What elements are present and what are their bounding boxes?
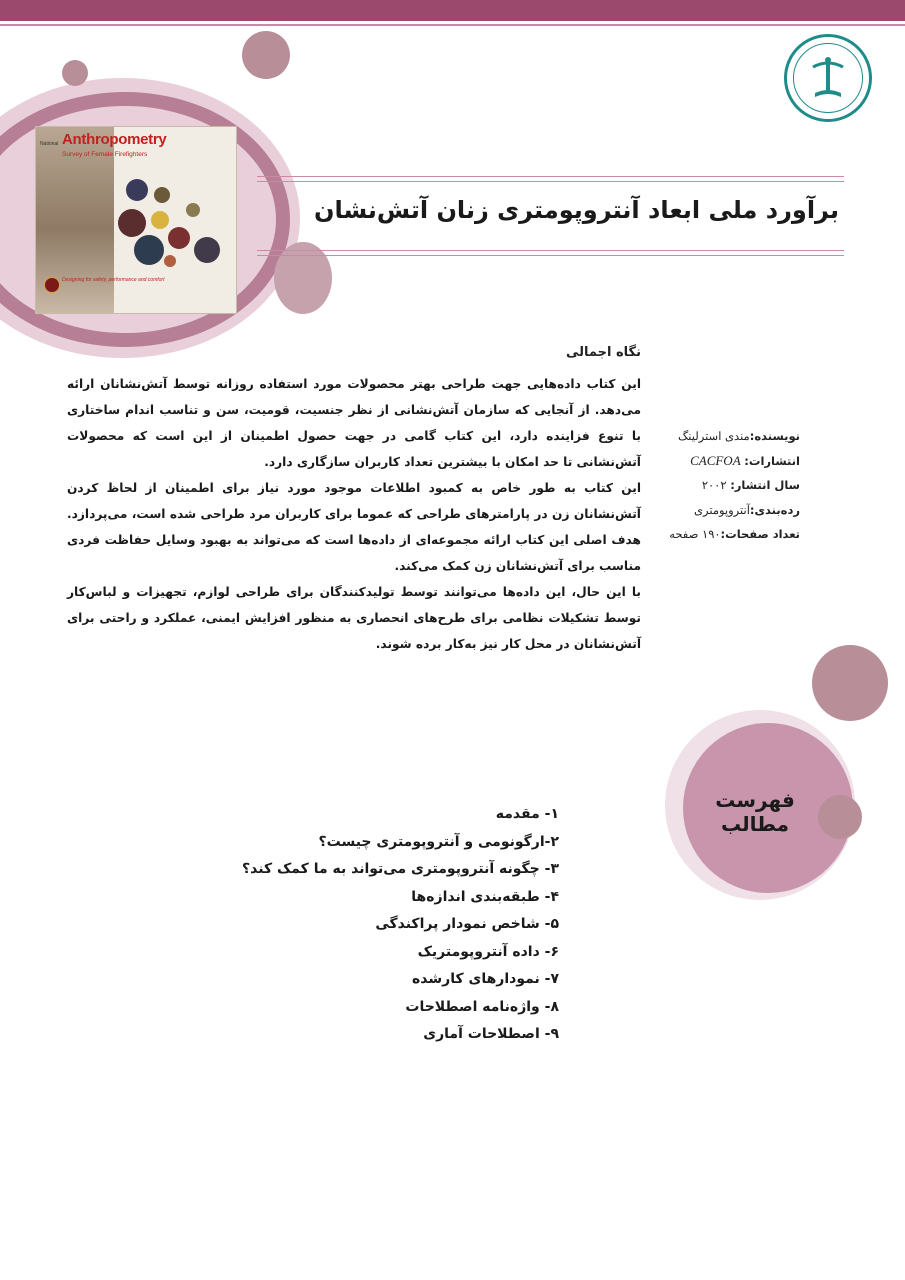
- info-author: نویسنده:مندی استرلینگ: [678, 429, 800, 443]
- toc-item: ۹- اصطلاحات آماری: [423, 1026, 559, 1042]
- toc-list: [242, 801, 559, 1049]
- logo-emblem-icon: [787, 37, 869, 119]
- page-title: برآورد ملی ابعاد آنتروپومتری زنان آتش‌نشان: [314, 196, 839, 224]
- info-category: رده‌بندی:آنتروپومتری: [694, 502, 800, 517]
- title-rule-bottom: [257, 250, 844, 251]
- summary-text: [67, 371, 641, 657]
- toc-item: ۵- شاخص نمودار پراکندگی: [375, 916, 559, 932]
- book-cover-image: [35, 126, 237, 314]
- title-rule-bottom: [257, 255, 844, 256]
- decor-circle: [274, 242, 332, 314]
- cover-photo-bubble: [126, 179, 148, 201]
- cover-photo-bubble: [186, 203, 200, 217]
- decor-circle: [818, 795, 862, 839]
- decor-circle: [242, 31, 290, 79]
- summary-paragraph: این کتاب داده‌هایی جهت طراحی بهتر محصولات مورد استفاده روزانه توسط آتش‌نشانان ارائه می‌دهد. از آنجایی که سازمان آتش‌نشانی از نظر جنسیت، قومیت، سن و تناسب اندام ساختاری با تنوع فزاینده دارد، این کتاب گامی در جهت حصول اطمینان از این است که محصولات آتش‌نشانی تا حد امکان با بیشترین تعداد کاربران سازگاری دارد.: [67, 377, 641, 469]
- cover-title: Anthropometry: [62, 131, 167, 148]
- toc-item: ۷- نمودارهای کارشده: [412, 971, 559, 987]
- cover-national-label: National: [40, 141, 59, 147]
- cover-photo-bubble: [168, 227, 190, 249]
- cover-photo-bubble: [194, 237, 220, 263]
- info-publisher: انتشارات: CACFOA: [690, 452, 800, 468]
- toc-item: ۴- طبقه‌بندی اندازه‌ها: [411, 888, 559, 905]
- toc-title: فهرست مطالب: [715, 788, 795, 836]
- summary-heading: نگاه اجمالی: [566, 345, 641, 360]
- cover-photo-bubble: [164, 255, 176, 267]
- cover-photo-bubble: [154, 187, 170, 203]
- decor-circle: [62, 60, 88, 86]
- info-pages: تعداد صفحات:۱۹۰ صفحه: [669, 527, 800, 541]
- cover-seal-icon: [44, 277, 60, 293]
- cover-tagline: Designing for safety, performance and comfort: [62, 277, 165, 283]
- cover-photo-bubble: [151, 211, 169, 229]
- decor-circle: [812, 645, 888, 721]
- title-rule-top: [257, 181, 844, 182]
- toc-item: ۸- واژه‌نامه اصطلاحات: [405, 998, 559, 1015]
- toc-item: ۶- داده آنتروپومتریک: [417, 943, 559, 960]
- book-info: [669, 424, 800, 547]
- top-accent-line: [0, 24, 905, 26]
- cover-subtitle: Survey of Female Firefighters: [62, 151, 148, 158]
- toc-item: ۱- مقدمه: [495, 806, 559, 822]
- top-accent-bar: [0, 0, 905, 21]
- toc-item: ۳- چگونه آنتروپومتری می‌تواند به ما کمک کند؟: [242, 861, 559, 877]
- title-rule-top: [257, 176, 844, 177]
- cover-photo-bubble: [134, 235, 164, 265]
- summary-paragraph: این کتاب به طور خاص به کمبود اطلاعات موجود مورد نیاز برای اطمینان از لحاظ کردن آتش‌نشانان زن در پارامترهای طراحی که عموما برای کاربران مرد طراحی شده است، می‌پردازد. هدف اصلی این کتاب ارائه مجموعه‌ای از داده‌ها است که می‌تواند به بهبود وسایل حفاظت فردی مناسب برای آتش‌نشانان زن کمک می‌کند.: [67, 481, 641, 573]
- info-year: سال انتشار: ۲۰۰۲: [701, 478, 800, 492]
- summary-paragraph: با این حال، این داده‌ها می‌توانند توسط تولیدکنندگان برای طراحی لوازم، تجهیزات و لباس‌کار توسط تشکیلات نظامی برای طرح‌های انحصاری به منظور افزایش ایمنی، عملکرد و راحتی برای آتش‌نشانان در محل کار نیز به‌کار برده شوند.: [67, 585, 641, 651]
- association-logo: [784, 34, 872, 122]
- toc-item: ۲-ارگونومی و آنتروپومتری چیست؟: [318, 833, 559, 850]
- cover-photo-bubble: [118, 209, 146, 237]
